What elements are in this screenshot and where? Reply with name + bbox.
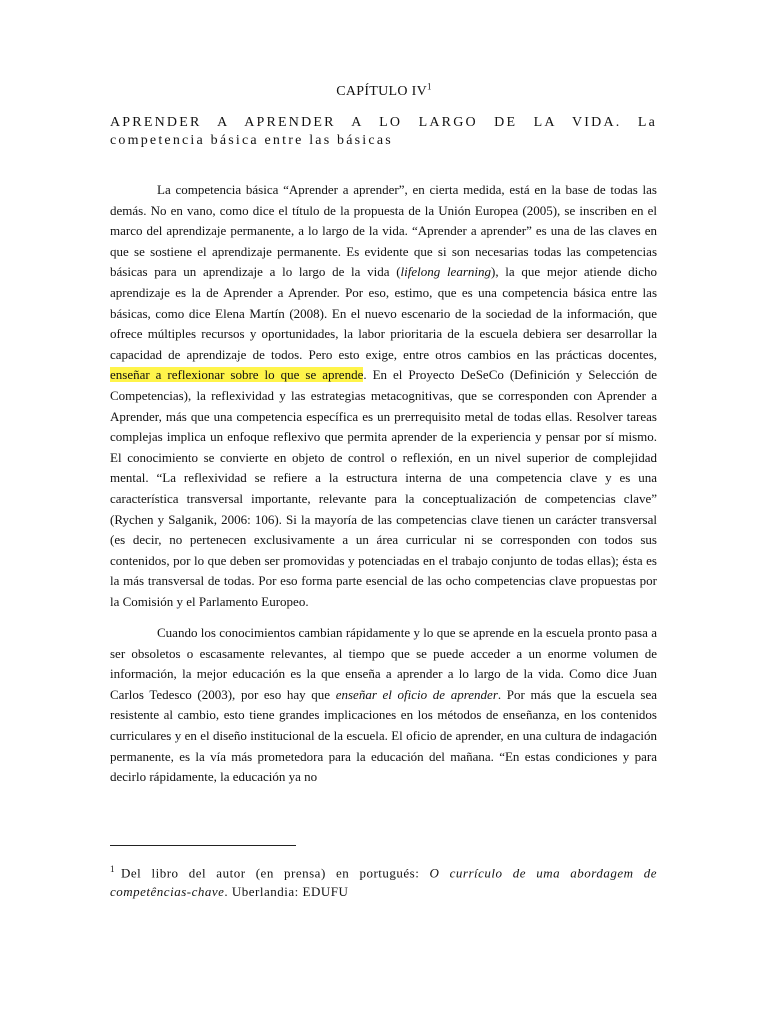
- body-text: [110, 180, 657, 798]
- paragraph-2-text-b: . Por más que la escuela sea resistente al cambio, esto tiene grandes implicaciones en los métodos de enseñanza, en los contenidos curriculares y en el diseño institucional de la escuela. El oficio de aprender, en una cultura de indagación permanente, es la vía más prometedora para la educación del mañana. “En estas condiciones y para decirlo rápidamente, la educación ya no: [110, 686, 657, 785]
- footnote-tail: . Uberlandia: EDUFU: [224, 884, 349, 900]
- footnote-divider: [110, 845, 296, 846]
- paragraph-2: [110, 623, 657, 788]
- heading-line-2: competencia básica entre las básicas: [110, 133, 393, 148]
- paragraph-1: [110, 180, 657, 612]
- highlighted-text[interactable]: enseñar a reflexionar sobre lo que se aprende: [110, 367, 364, 383]
- paragraph-2-italic: enseñar el oficio de aprender: [335, 686, 498, 702]
- footnote: [110, 860, 657, 901]
- footnote-number: 1: [110, 864, 115, 874]
- chapter-title: [0, 81, 768, 100]
- paragraph-1-italic: lifelong learning: [400, 264, 492, 280]
- heading-line-1: APRENDER A APRENDER A LO LARGO DE LA VIDA. La: [110, 115, 657, 130]
- paragraph-2-text-a: Cuando los conocimientos cambian rápidamente y lo que se aprende en la escuela pronto pasa a ser obsoletos o escasamente relevantes, al tiempo que se puede acceder a un enorme volumen de información, la mejor educación es la que enseña a aprender a lo largo de la vida. Como dice Juan Carlos Tedesco (2003), por eso hay que: [110, 624, 657, 702]
- chapter-title-text: CAPÍTULO IV: [336, 84, 427, 99]
- footnote-italic-title: O currículo de uma abordagem de competências-chave: [110, 865, 657, 900]
- chapter-heading: [110, 114, 657, 150]
- footnote-text: Del libro del autor (en prensa) en portugués:: [121, 865, 430, 881]
- paragraph-1-text-b: ), la que mejor atiende dicho aprendizaje es la de Aprender a Aprender. Por eso, estimo, que es una competencia básica entre las básicas, como dice Elena Martín (2008). En el nuevo escenario de la sociedad de la información, que ofrece múltiples recursos y oportunidades, la labor prioritaria de la escuela debiera ser desarrollar la capacidad de aprendizaje de todos. Pero esto exige, entre otros cambios en las prácticas docentes,: [110, 264, 657, 362]
- paragraph-1-text-a: La competencia básica “Aprender a aprender”, en cierta medida, está en la base de todas las demás. No en vano, como dice el título de la propuesta de la Unión Europea (2005), se inscriben en el marco del aprendizaje permanente, a lo largo de la vida. “Aprender a aprender” es una de las claves en que se sostiene el aprendizaje permanente. Es evidente que si son necesarias todas las competencias básicas para un aprendizaje a lo largo de la vida (: [110, 182, 657, 280]
- paragraph-1-text-c: . En el Proyecto DeSeCo (Definición y Selección de Competencias), la reflexividad y las estrategias metacognitivas, que se corresponden con Aprender a Aprender, más que una competencia específica es un prerrequisito metal de todas ellas. Resolver tareas complejas implica un enfoque reflexivo que permita aprender de la experiencia y pensar por sí mismo. El conocimiento se convierte en objeto de control o reflexión, en un nivel superior de complejidad mental. “La reflexividad se refiere a la estructura interna de una competencia clave y es una característica transversal importante, relevante para la conceptualización de competencias clave” (Rychen y Salganik, 2006: 106). Si la mayoría de las competencias clave tienen un carácter transversal (es decir, no pertenecen exclusivamente a un área curricular ni se corresponden con todos sus contenidos, por lo que deben ser promovidas y potenciadas en el trabajo conjunto de todas ellas); ésta es la más transversal de todas. Por eso forma parte esencial de las ocho competencias clave propuestas por la Comisión y el Parlamento Europeo.: [110, 367, 657, 609]
- footnote-reference: 1: [426, 81, 432, 92]
